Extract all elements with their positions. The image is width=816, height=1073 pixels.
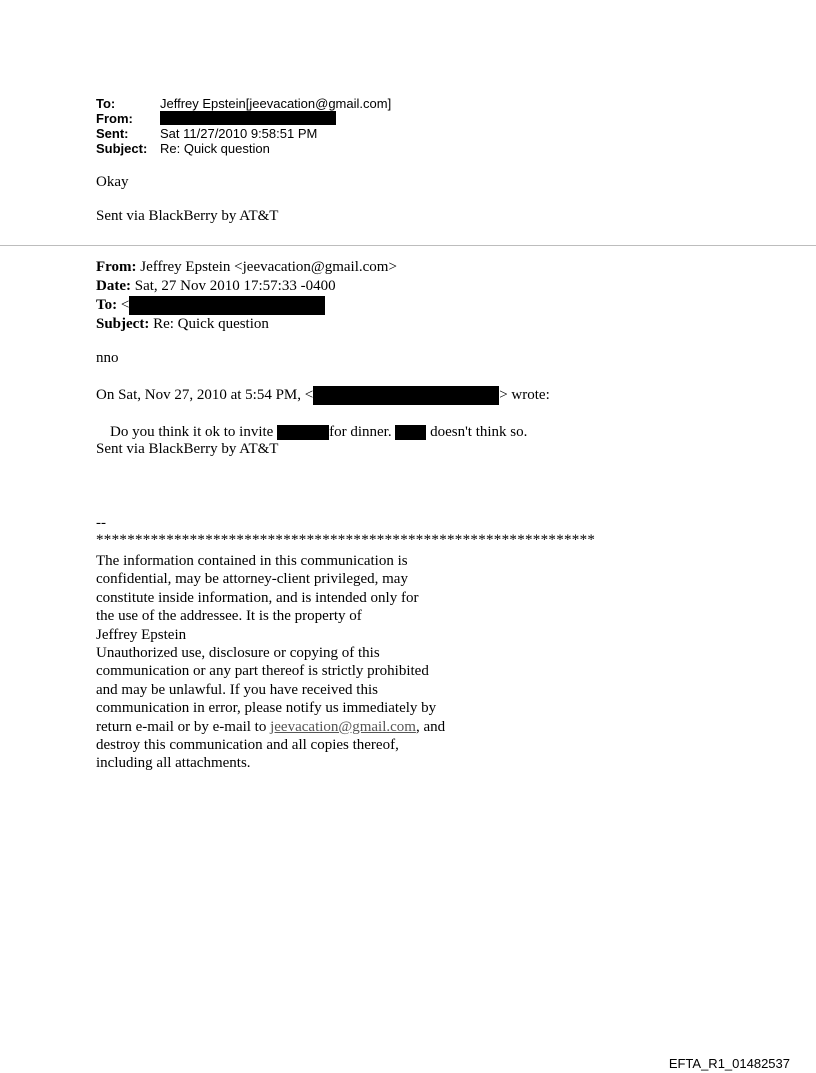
inner-part2: for dinner.	[329, 424, 392, 440]
quoted-from-row	[96, 258, 397, 277]
from-label: From:	[96, 111, 133, 126]
attribution-line	[96, 386, 550, 405]
disclaimer-line: communication in error, please notify us immediately by	[96, 700, 437, 717]
quoted-date-label: Date:	[96, 278, 131, 294]
disclaimer-line: including all attachments.	[96, 755, 251, 772]
disclaimer-line	[96, 718, 445, 736]
quoted-text: nno	[96, 350, 119, 366]
inner-part3: doesn't think so.	[430, 424, 528, 440]
confidentiality-disclaimer	[96, 552, 445, 773]
redaction-block	[313, 386, 499, 405]
disclaimer-line: constitute inside information, and is intended only for	[96, 589, 419, 606]
to-row	[96, 96, 391, 111]
subject-value: Re: Quick question	[160, 141, 270, 156]
subject-row	[96, 141, 391, 156]
disclaimer-line: The information contained in this communication is	[96, 553, 408, 569]
sent-row	[96, 126, 391, 141]
quoted-date-value: Sat, 27 Nov 2010 17:57:33 -0400	[134, 278, 336, 294]
disclaimer-line: Unauthorized use, disclosure or copying of this	[96, 645, 380, 662]
disclaimer-email-suffix: , and	[415, 718, 446, 735]
reply-signature: Sent via BlackBerry by AT&T	[96, 208, 279, 224]
sent-value: Sat 11/27/2010 9:58:51 PM	[160, 126, 318, 141]
subject-label: Subject:	[96, 141, 148, 156]
quoted-from-value: Jeffrey Epstein <jeevacation@gmail.com>	[140, 259, 397, 275]
document-id: EFTA_R1_01482537	[668, 1056, 790, 1071]
quoted-subject-row	[96, 315, 397, 334]
quoted-to-label: To:	[96, 297, 118, 313]
disclaimer-line: the use of the addressee. It is the property of	[96, 608, 362, 625]
disclaimer-line: Jeffrey Epstein	[96, 626, 187, 643]
to-value: Jeffrey Epstein[jeevacation@gmail.com]	[160, 96, 392, 111]
inner-signature: Sent via BlackBerry by AT&T	[96, 441, 279, 457]
disclaimer-line: destroy this communication and all copies thereof,	[96, 737, 399, 754]
attribution-suffix: > wrote:	[499, 386, 550, 403]
reply-text: Okay	[96, 174, 129, 190]
quoted-from-label: From:	[96, 259, 137, 275]
quoted-to-row	[96, 296, 397, 315]
separator-stars: ****************************************************************	[96, 532, 596, 548]
email-link[interactable]: jeevacation@gmail.com	[270, 718, 416, 735]
redaction-block	[129, 296, 325, 315]
quoted-subject-value: Re: Quick question	[153, 316, 269, 332]
attribution-prefix: On Sat, Nov 27, 2010 at 5:54 PM, <	[96, 386, 314, 403]
signature-dashes: --	[96, 515, 106, 531]
disclaimer-line: and may be unlawful. If you have received this	[96, 681, 378, 698]
to-label: To:	[96, 96, 116, 111]
redaction-block	[277, 425, 329, 440]
quoted-header	[96, 258, 397, 334]
disclaimer-email-prefix: return e-mail or by e-mail to	[96, 718, 271, 735]
from-row	[96, 111, 391, 126]
reply-header	[96, 96, 391, 156]
quoted-date-row	[96, 277, 397, 296]
inner-part1: Do you think it ok to invite	[110, 424, 274, 440]
disclaimer-line: confidential, may be attorney-client privileged, may	[96, 571, 408, 588]
quoted-to-prefix: <	[120, 297, 130, 313]
redaction-block	[160, 111, 336, 125]
inner-quote-line	[110, 424, 527, 441]
disclaimer-line: communication or any part thereof is strictly prohibited	[96, 663, 429, 680]
quoted-subject-label: Subject:	[96, 316, 150, 332]
sent-label: Sent:	[96, 126, 129, 141]
redaction-block	[395, 425, 426, 440]
message-divider	[0, 245, 816, 246]
